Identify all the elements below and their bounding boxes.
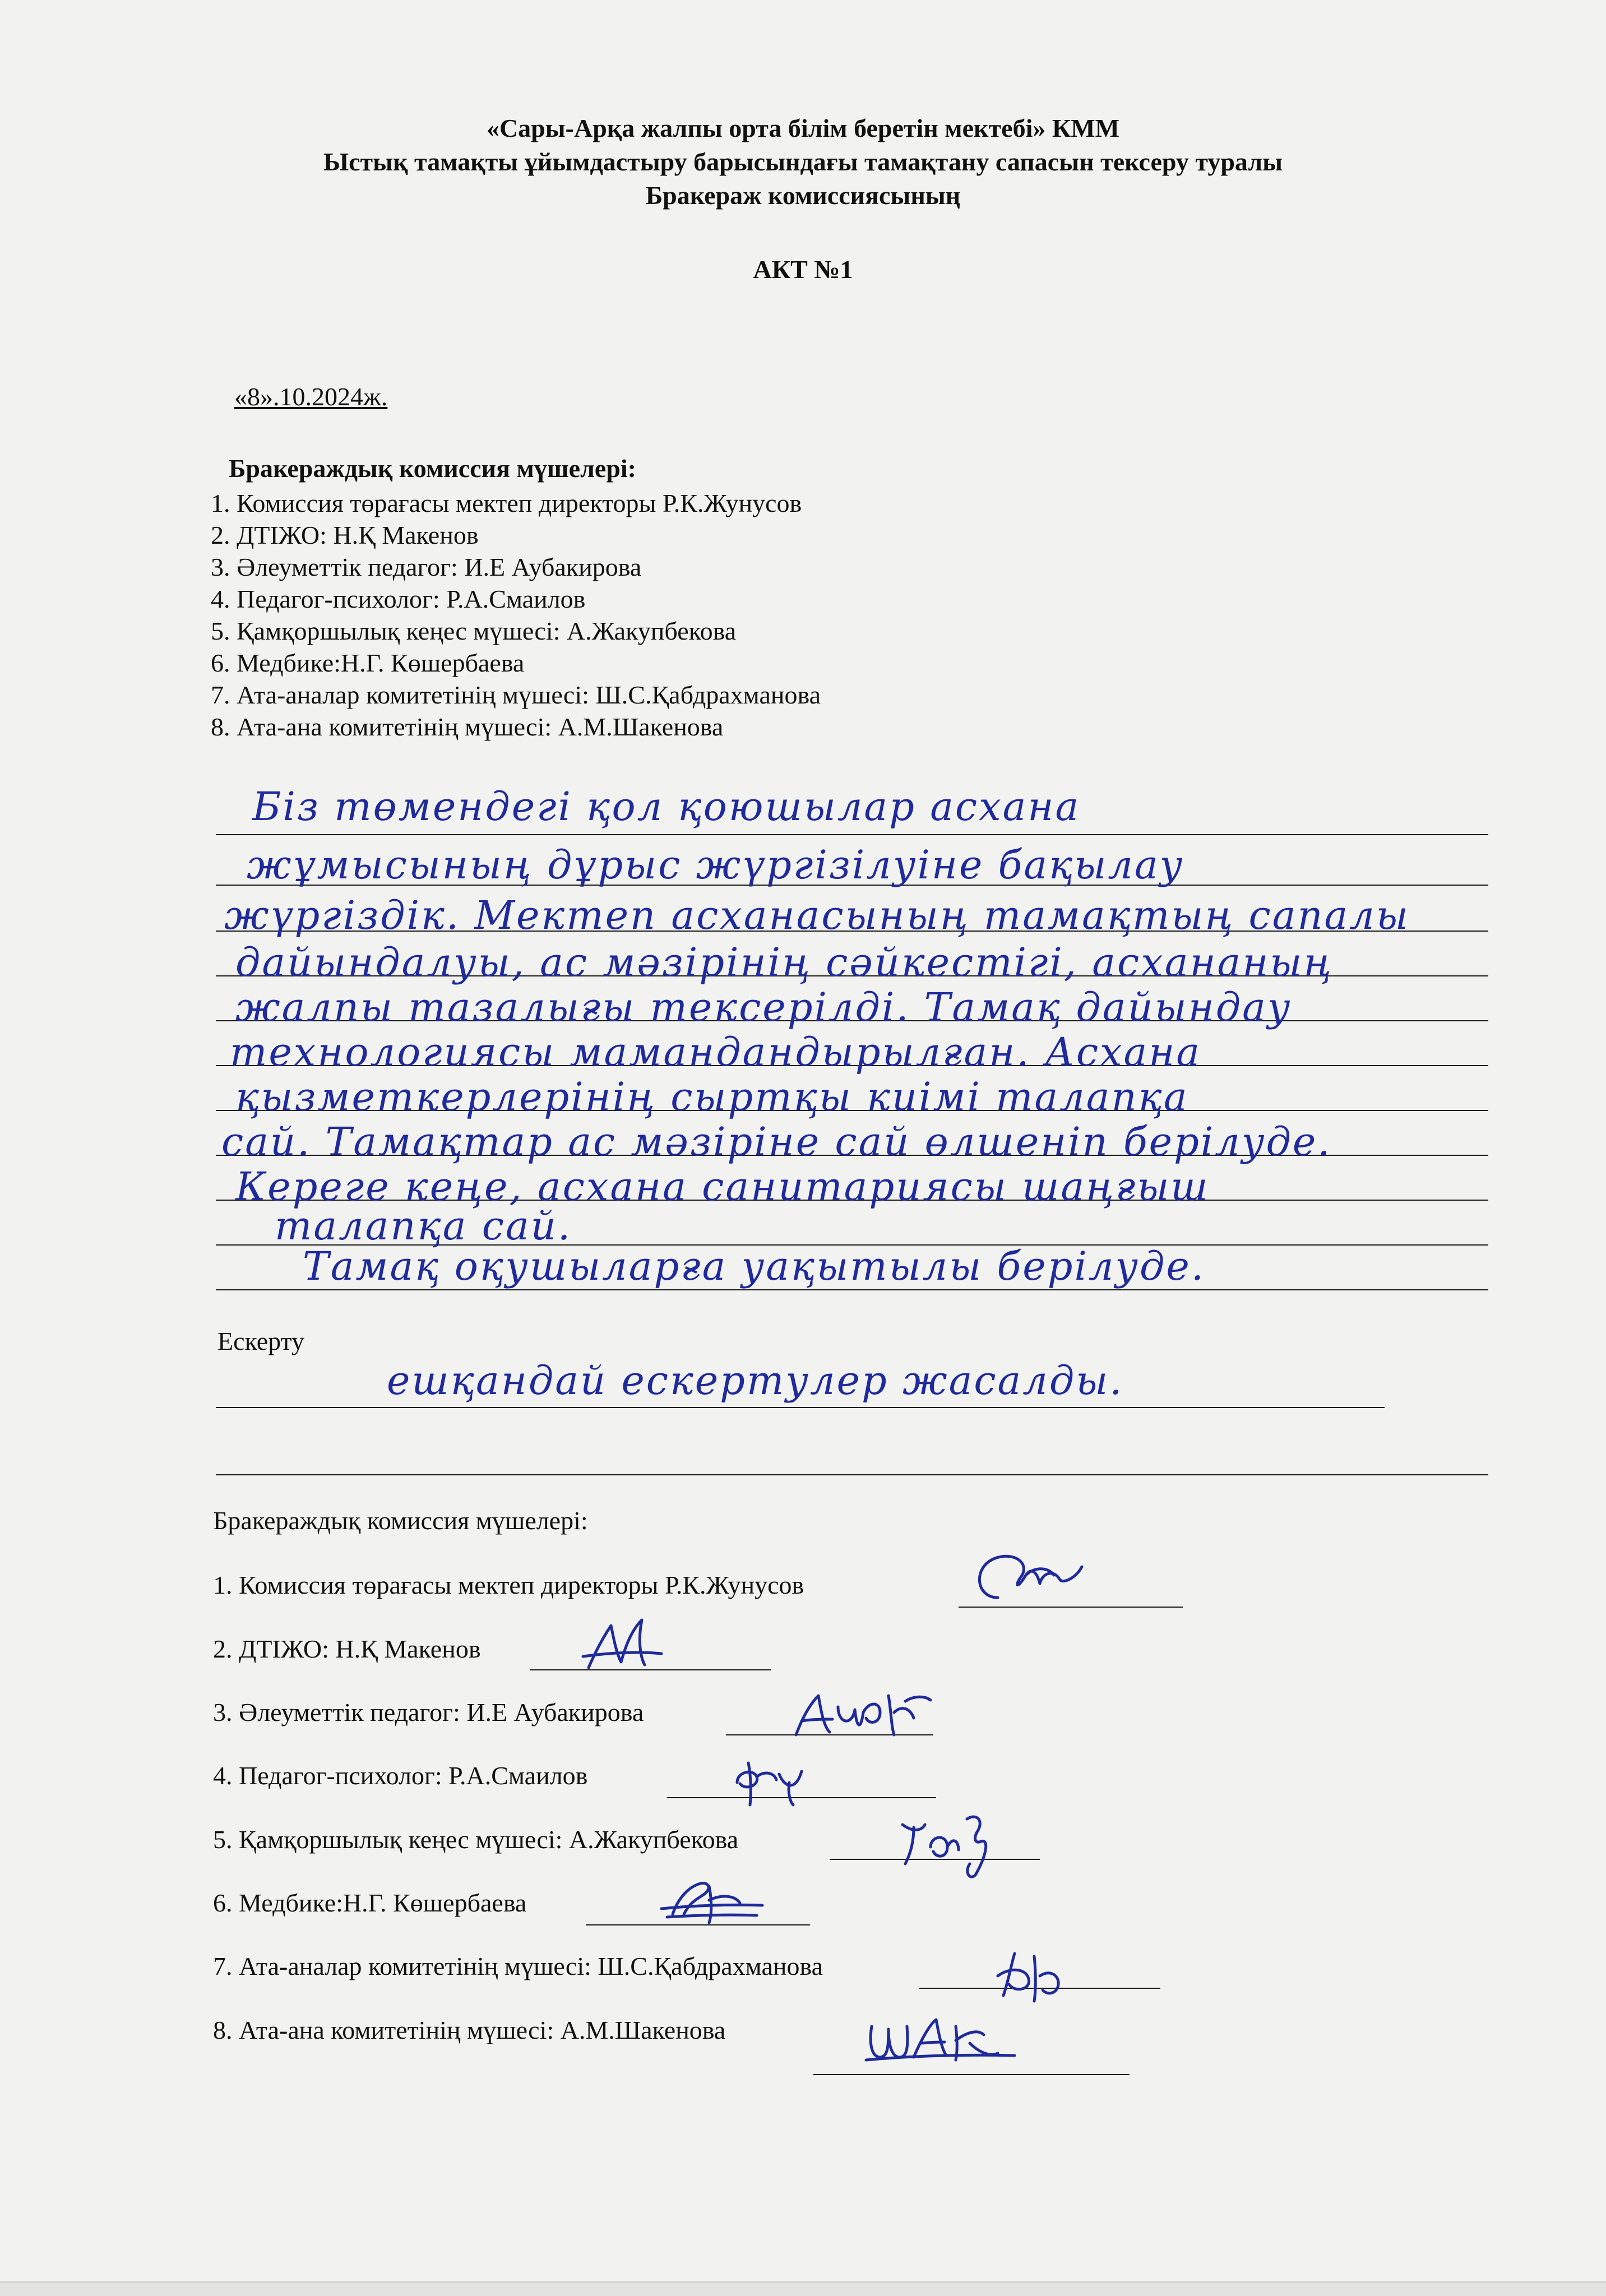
signature-3-image [785, 1679, 942, 1752]
handwritten-line: жұмысының дұрыс жүргізілуіне бақылау [247, 842, 1184, 888]
note-label: Ескерту [217, 1327, 305, 1355]
member-item: 8. Ата-ана комитетінің мүшесі: А.М.Шакенова [211, 712, 724, 741]
act-title: АКТ №1 [753, 255, 853, 284]
member-item: 1. Комиссия төрағасы мектеп директоры Р.К.Жунусов [211, 489, 802, 517]
handwritten-line: технологиясы мамандандырылған. Асхана [230, 1029, 1202, 1075]
handwritten-line: Біз төмендегі қол қоюшылар асхана [252, 784, 1081, 830]
member-item: 4. Педагог-психолог: Р.А.Смаилов [211, 585, 586, 613]
signature-6-image [656, 1869, 768, 1931]
signature-item: 6. Медбике:Н.Г. Көшербаева [213, 1888, 527, 1917]
member-item: 2. ДТІЖО: Н.Қ Макенов [211, 521, 479, 549]
handwritten-line: жүргіздік. Мектеп асханасының тамақтың сапалы [224, 892, 1410, 938]
handwritten-line: Кереге кеңе, асхана санитариясы шаңғыш [235, 1164, 1210, 1210]
signature-item: 7. Ата-аналар комитетінің мүшесі: Ш.С.Қабдрахманова [213, 1952, 823, 1980]
signature-4-image [723, 1749, 824, 1811]
commission-name: Бракераж комиссиясының [645, 181, 961, 210]
signature-8-image [858, 2004, 1026, 2077]
report-rule [216, 1289, 1488, 1290]
handwritten-line: жалпы тазалығы тексерілді. Тамақ дайындау [235, 984, 1292, 1030]
signatures-heading: Бракераждық комиссия мүшелері: [213, 1506, 588, 1535]
member-item: 6. Медбике:Н.Г. Көшербаева [211, 649, 525, 677]
handwritten-line: қызметкерлерінің сыртқы киімі талапқа [235, 1074, 1189, 1120]
signature-item: 4. Педагог-психолог: Р.А.Смаилов [213, 1761, 588, 1790]
signature-1-image [964, 1544, 1099, 1612]
signature-5-image [891, 1802, 1003, 1886]
note-handwritten: ешқандай ескертулер жасалды. [387, 1358, 1124, 1404]
handwritten-line: талапқа сай. [275, 1203, 572, 1249]
member-item: 5. Қамқоршылық кеңес мүшесі: А.Жакупбекова [211, 617, 737, 645]
handwritten-line: дайындалуы, ас мәзірінің сәйкестігі, асхананың [235, 939, 1334, 985]
note-rule [216, 1407, 1385, 1408]
report-rule [216, 834, 1488, 835]
handwritten-line: Тамақ оқушыларға уақытылы берілуде. [303, 1243, 1206, 1289]
signature-7-image [987, 1945, 1076, 2007]
signature-item: 3. Әлеуметтік педагог: И.Е Аубакирова [213, 1698, 644, 1726]
signature-item: 8. Ата-ана комитетінің мүшесі: А.М.Шакенова [213, 2016, 726, 2044]
document-subject: Ыстық тамақты ұйымдастыру барысындағы тамақтану сапасын тексеру туралы [323, 147, 1283, 176]
page-bottom-edge [0, 2281, 1606, 2296]
member-item: 7. Ата-аналар комитетінің мүшесі: Ш.С.Қабдрахманова [211, 681, 821, 709]
signature-item: 2. ДТІЖО: Н.Қ Макенов [213, 1635, 481, 1663]
signature-item: 5. Қамқоршылық кеңес мүшесі: А.Жакупбекова [213, 1825, 739, 1854]
member-item: 3. Әлеуметтік педагог: И.Е Аубакирова [211, 553, 642, 581]
handwritten-line: сай. Тамақтар ас мәзіріне сай өлшеніп берілуде. [221, 1119, 1332, 1165]
signature-2-image [577, 1609, 678, 1682]
school-name: «Сары-Арқа жалпы орта білім беретін мектебі» КММ [486, 114, 1120, 142]
note-rule [216, 1474, 1488, 1475]
signature-item: 1. Комиссия төрағасы мектеп директоры Р.К.Жунусов [213, 1571, 804, 1599]
members-heading: Бракераждық комиссия мүшелері: [229, 454, 636, 483]
act-date: «8».10.2024ж. [234, 382, 388, 411]
